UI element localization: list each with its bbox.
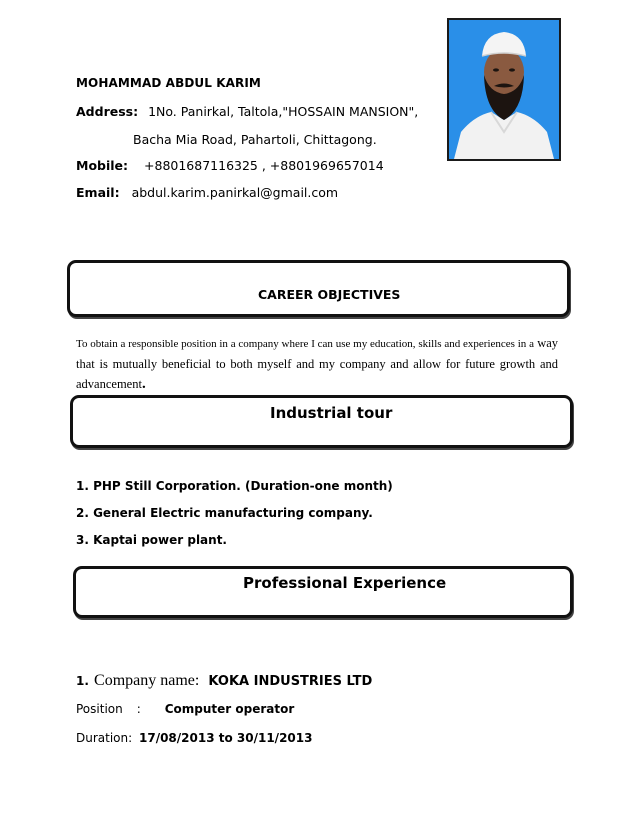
position-row (76, 702, 294, 716)
candidate-name: MOHAMMAD ABDUL KARIM (76, 76, 261, 90)
position-separator: : (136, 702, 141, 716)
email-label: Email: (76, 185, 120, 200)
email-row (76, 185, 338, 200)
objective-rest: way that is mutually beneficial to both myself and my company and allow for future growth and advancement (76, 336, 559, 391)
tour-item: 2. General Electric manufacturing company. (76, 506, 373, 520)
profile-photo (447, 18, 561, 161)
mobile-value: +8801687116325 , +8801969657014 (144, 158, 384, 173)
mobile-label: Mobile: (76, 158, 129, 173)
email-value: abdul.karim.panirkal@gmail.com (131, 185, 339, 200)
duration-row (76, 731, 312, 745)
company-label: Company name: (94, 672, 200, 689)
company-number: 1. (76, 674, 89, 688)
tour-item: 3. Kaptai power plant. (76, 533, 227, 547)
objective-first-line: To obtain a responsible position in a company where I can use my education, skills and experiences in a (76, 338, 534, 350)
address-value-1: 1No. Panirkal, Taltola,"HOSSAIN MANSION", (148, 104, 419, 119)
position-label: Position (76, 702, 123, 716)
industrial-tour-title: Industrial tour (270, 404, 393, 422)
address-label: Address: (76, 104, 139, 119)
company-value: KOKA INDUSTRIES LTD (208, 674, 373, 689)
mobile-row (76, 158, 384, 173)
address-line-2: Bacha Mia Road, Pahartoli, Chittagong. (133, 132, 377, 147)
position-value: Computer operator (164, 702, 295, 716)
career-objective-text (76, 333, 558, 394)
address-line-1 (76, 104, 418, 119)
duration-label: Duration: (76, 731, 133, 745)
duration-value: 17/08/2013 to 30/11/2013 (139, 731, 313, 745)
person-portrait-icon (449, 20, 559, 159)
professional-experience-title: Professional Experience (243, 574, 447, 592)
career-objectives-title: CAREER OBJECTIVES (258, 287, 401, 302)
company-row (76, 670, 372, 690)
objective-period: . (141, 376, 146, 392)
tour-item: 1. PHP Still Corporation. (Duration-one month) (76, 479, 393, 493)
